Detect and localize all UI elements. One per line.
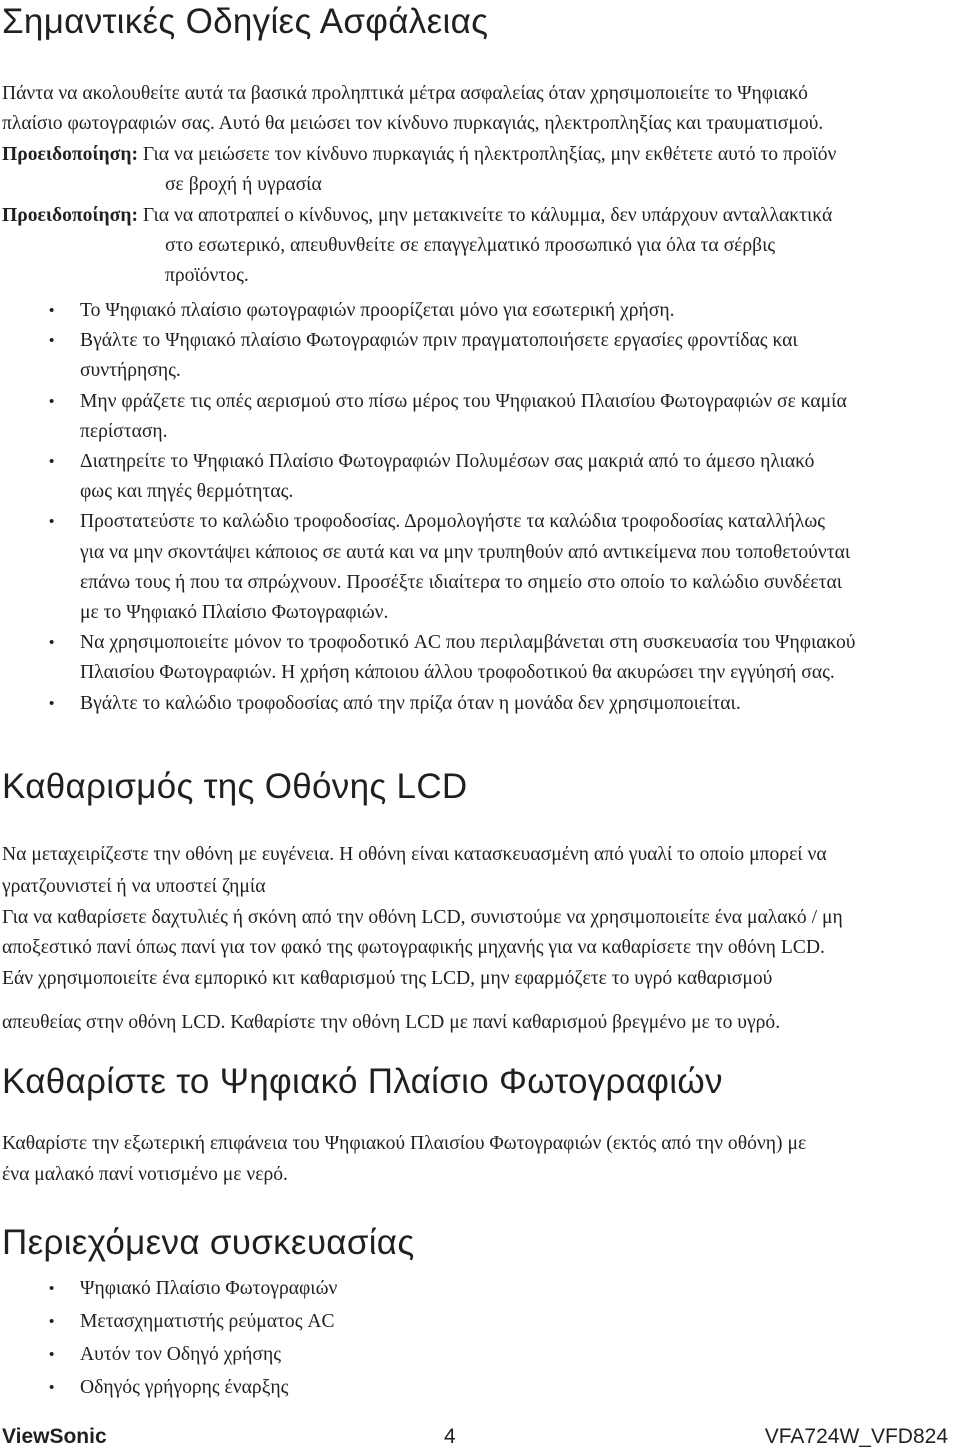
list-item: • Το Ψηφιακό πλαίσιο φωτογραφιών προορίζεται μόνο για εσωτερική χρήση. [0,296,960,326]
footer-page-number: 4 [444,1425,456,1448]
list-item: • Προστατεύστε το καλώδιο τροφοδοσίας. Δρομολογήστε τα καλώδια τροφοδοσίας καταλλήλως για να μην σκοντάψει κάποιος σε αυτά και να μην τρυπηθούν από αντικείμενα που τοποθετούνται επάνω τους ή που τα σπρώχνουν. Προσέξτε ιδιαίτερα το σημείο στο οποίο το καλώδιο συνδέεται με το Ψηφιακό Πλαίσιο Φωτογραφιών. [0,507,960,628]
footer-model-number: VFA724W_VFD824 [764,1425,948,1448]
lcd-paragraph-line: Για να καθαρίσετε δαχτυλιές ή σκόνη από την οθόνη LCD, συνιστούμε να χρησιμοποιείτε ένα μαλακό / μη [2,907,843,928]
bullet-icon: • [49,1346,55,1363]
list-item: • Βγάλτε το καλώδιο τροφοδοσίας από την πρίζα όταν η μονάδα δεν χρησιμοποιείται. [0,689,960,719]
list-item: • Μην φράζετε τις οπές αερισμού στο πίσω μέρος του Ψηφιακού Πλαισίου Φωτογραφιών σε καμία περίσταση. [0,387,960,447]
bullet-icon: • [49,694,55,712]
bullet-icon: • [49,453,55,471]
package-contents-list [0,1272,960,1404]
safety-intro-line-1: Πάντα να ακολουθείτε αυτά τα βασικά προληπτικά μέτρα ασφαλείας όταν χρησιμοποιείτε το Ψηφιακό [2,83,808,104]
bullet-icon: • [49,634,55,652]
bullet-icon: • [49,513,55,531]
list-item: • Διατηρείτε το Ψηφιακό Πλαίσιο Φωτογραφιών Πολυμέσων σας μακριά από το άμεσο ηλιακό φως και πηγές θερμότητας. [0,447,960,507]
warning-block-1 [2,140,837,195]
bullet-icon: • [49,392,55,410]
warning-continuation: σε βροχή ή υγρασία [165,174,322,195]
list-item: • Οδηγός γρήγορης έναρξης [0,1371,960,1404]
warning-continuation: προϊόντος. [165,265,249,286]
warning-text: Για να μειώσετε τον κίνδυνο πυρκαγιάς ή ηλεκτροπληξίας, μην εκθέτετε αυτό το προϊόν [142,144,837,165]
lcd-heading: Καθαρισμός της Οθόνης LCD [2,767,468,806]
safety-intro-line-2: πλαίσιο φωτογραφιών σας. Αυτό θα μειώσει τον κίνδυνο πυρκαγιάς, ηλεκτροπληξίας και τραυματισμού. [2,113,824,134]
list-item: • Ψηφιακό Πλαίσιο Φωτογραφιών [0,1272,960,1305]
frame-cleaning-heading: Καθαρίστε το Ψηφιακό Πλαίσιο Φωτογραφιών [2,1062,723,1101]
lcd-paragraph-line: Να μεταχειρίζεστε την οθόνη με ευγένεια. Η οθόνη είναι κατασκευασμένη από γυαλί το οποίο μπορεί να [2,844,827,865]
safety-heading: Σημαντικές Οδηγίες Ασφάλειας [2,2,489,41]
bullet-icon: • [49,1313,55,1330]
warning-block-2 [2,201,833,286]
warning-label: Προειδοποίηση: [2,144,138,165]
list-item: • Να χρησιμοποιείτε μόνον το τροφοδοτικό AC που περιλαμβάνεται στη συσκευασία του Ψηφιακού Πλαισίου Φωτογραφιών. Η χρήση κάποιου άλλου τροφοδοτικού θα ακυρώσει την εγγύησή σας. [0,628,960,688]
bullet-icon: • [49,302,55,319]
list-item: • Μετασχηματιστής ρεύματος AC [0,1305,960,1338]
list-item: • Βγάλτε το Ψηφιακό πλαίσιο Φωτογραφιών πριν πραγματοποιήσετε εργασίες φροντίδας και συντήρησης. [0,326,960,386]
bullet-icon: • [49,1379,55,1396]
package-contents-heading: Περιεχόμενα συσκευασίας [2,1223,415,1262]
frame-paragraph-line: ένα μαλακό πανί νοτισμένο με νερό. [2,1164,288,1185]
lcd-paragraph-line: γρατζουνιστεί ή να υποστεί ζημία [2,876,266,897]
lcd-paragraph-line: απευθείας στην οθόνη LCD. Καθαρίστε την οθόνη LCD με πανί καθαρισμού βρεγμένο με το υγρό. [2,1012,781,1033]
lcd-paragraph-line: Εάν χρησιμοποιείτε ένα εμπορικό κιτ καθαρισμού της LCD, μην εφαρμόζετε το υγρό καθαρισμού [2,968,773,989]
safety-bullet-list [0,296,960,719]
bullet-icon: • [49,1280,55,1297]
warning-text: Για να αποτραπεί ο κίνδυνος, μην μετακινείτε το κάλυμμα, δεν υπάρχουν ανταλλακτικά [142,205,833,226]
warning-label: Προειδοποίηση: [2,205,138,226]
list-item: • Αυτόν τον Οδηγό χρήσης [0,1338,960,1371]
warning-continuation: στο εσωτερικό, απευθυνθείτε σε επαγγελματικό προσωπικό για όλα τα σέρβις [165,235,776,256]
frame-paragraph-line: Καθαρίστε την εξωτερική επιφάνεια του Ψηφιακού Πλαισίου Φωτογραφιών (εκτός από την οθόνη) με [2,1133,807,1154]
bullet-icon: • [49,332,55,350]
lcd-paragraph-line: αποξεστικό πανί όπως πανί για τον φακό της φωτογραφικής μηχανής για να καθαρίσετε την οθόνη LCD. [2,937,825,958]
footer-brand: ViewSonic [2,1425,107,1448]
